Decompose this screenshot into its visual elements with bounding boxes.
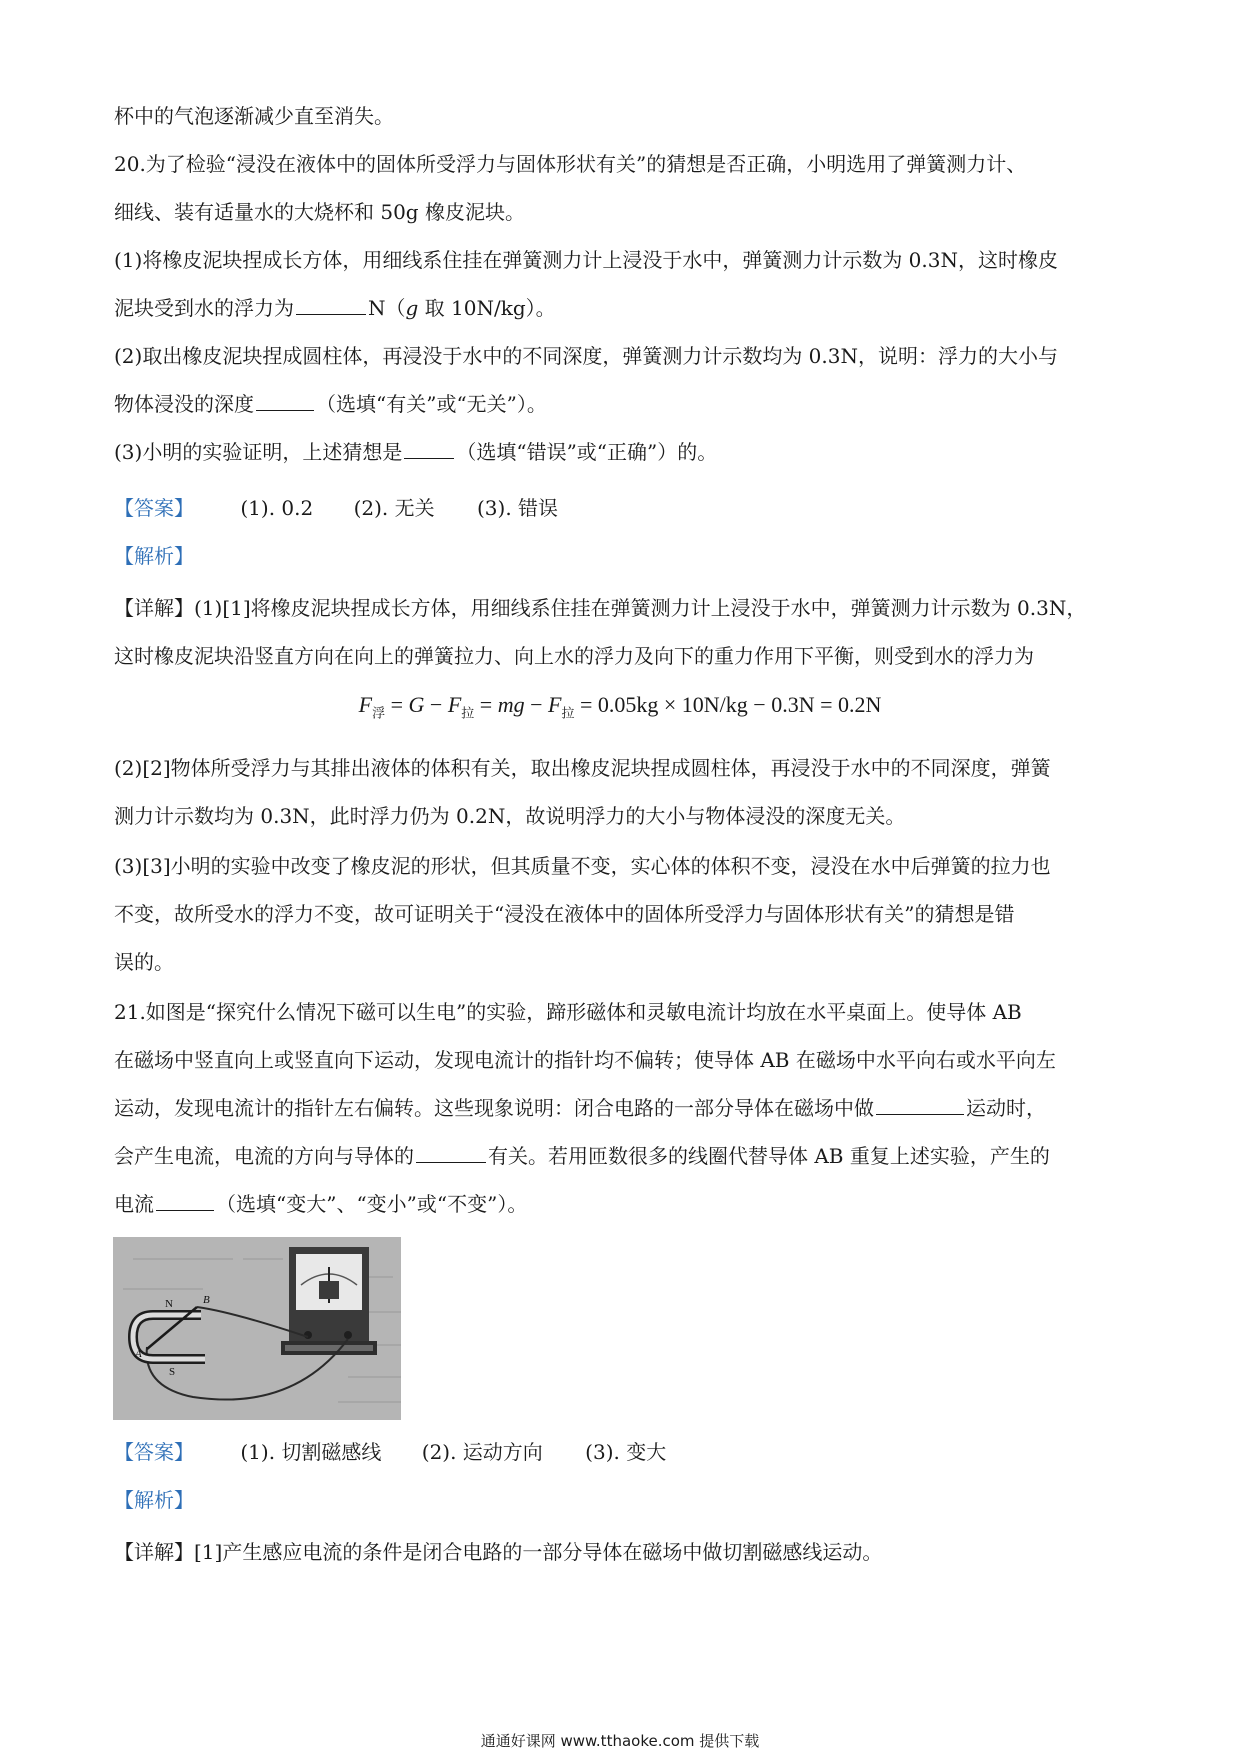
detail-tag: 【详解】 [114, 596, 194, 620]
fill-in-blank [876, 1094, 964, 1115]
q20-answer-line [114, 494, 558, 522]
label-N: N [165, 1298, 173, 1310]
formula-eq: = [385, 692, 409, 717]
q20-part3-line [114, 438, 717, 466]
q20-part1-text-b: N（ [368, 296, 406, 320]
formula-sub-pull: 拉 [461, 706, 475, 722]
q20-part3-text-b: （选填“错误”或“正确”）的。 [456, 440, 718, 464]
q21-stem-4-b: 有关。若用匝数很多的线圈代替导体 AB 重复上述实验，产生的 [488, 1144, 1050, 1168]
formula-F-pull-2: F [548, 692, 562, 717]
q20-analysis-tag-line [114, 542, 194, 570]
q20-part1-line-1: (1)将橡皮泥块捏成长方体，用细线系住挂在弹簧测力计上浸没于水中，弹簧测力计示数为 0.3N，这时橡皮 [114, 248, 1058, 272]
formula-mg: mg [497, 692, 525, 717]
q21-detail-text-1: [1]产生感应电流的条件是闭合电路的一部分导体在磁场中做切割磁感线运动。 [194, 1540, 883, 1564]
previous-answer-tail: 杯中的气泡逐渐减少直至消失。 [114, 104, 394, 128]
q20-stem-line-1: 20.为了检验“浸没在液体中的固体所受浮力与固体形状有关”的猜想是否正确，小明选用了弹簧测力计、 [114, 152, 1027, 176]
q21-answer-line [114, 1438, 666, 1466]
q21-stem-line-5 [114, 1190, 527, 1218]
q21-answer-2: (2). 运动方向 [421, 1440, 543, 1464]
q20-detail-line-6: 不变，故所受水的浮力不变，故可证明关于“浸没在液体中的固体所受浮力与固体形状有关”的猜想是错 [114, 902, 1015, 926]
q20-detail-text-1: (1)[1]将橡皮泥块捏成长方体，用细线系住挂在弹簧测力计上浸没于水中，弹簧测力计示数为 0.3N， [194, 596, 1087, 620]
q21-answer-3: (3). 变大 [585, 1440, 667, 1464]
q20-stem-line-2: 细线、装有适量水的大烧杯和 50g 橡皮泥块。 [114, 200, 525, 224]
q20-answer-3: (3). 错误 [476, 496, 559, 520]
q20-detail-line-7: 误的。 [114, 950, 174, 974]
answer-tag: 【答案】 [114, 1440, 194, 1464]
answer-tag: 【答案】 [114, 496, 194, 520]
analysis-tag: 【解析】 [114, 544, 194, 568]
analysis-tag: 【解析】 [114, 1488, 194, 1512]
q20-detail-line-5: (3)[3]小明的实验中改变了橡皮泥的形状，但其质量不变，实心体的体积不变，浸没在水中后弹簧的拉力也 [114, 854, 1051, 878]
q21-stem-line-2: 在磁场中竖直向上或竖直向下运动，发现电流计的指针均不偏转；使导体 AB 在磁场中水平向右或水平向左 [114, 1048, 1056, 1072]
q20-detail-line-4: 测力计示数均为 0.3N，此时浮力仍为 0.2N，故说明浮力的大小与物体浸没的深度无关。 [114, 804, 906, 828]
label-A: A [135, 1348, 142, 1360]
fill-in-blank [256, 390, 314, 411]
q20-part3-text-a: (3)小明的实验证明，上述猜想是 [114, 440, 403, 464]
q21-answer-1: (1). 切割磁感线 [240, 1440, 382, 1464]
formula-F: F [358, 692, 373, 717]
q20-answer-1: (1). 0.2 [240, 496, 314, 520]
fill-in-blank [296, 294, 366, 315]
formula-tail: = 0.05kg × 10N/kg − 0.3N = 0.2N [574, 692, 882, 717]
q21-stem-4-a: 会产生电流，电流的方向与导体的 [114, 1144, 414, 1168]
formula-sub-float: 浮 [372, 706, 386, 722]
page-footer: 通通好课网 www.tthaoke.com 提供下载 [480, 1732, 760, 1750]
q20-part1-g-symbol: g [405, 296, 419, 320]
fill-in-blank [404, 438, 454, 459]
label-S: S [169, 1366, 176, 1378]
formula-eq-2: = [474, 692, 498, 717]
q21-detail-line-1 [114, 1538, 882, 1566]
formula-sub-pull-2: 拉 [561, 706, 575, 722]
q20-part2-line-2 [114, 390, 547, 418]
label-B: B [203, 1294, 210, 1306]
formula-minus: − [424, 692, 448, 717]
q21-stem-3-a: 运动，发现电流计的指针左右偏转。这些现象说明：闭合电路的一部分导体在磁场中做 [114, 1096, 874, 1120]
q21-stem-5-b: （选填“变大”、“变小”或“不变”）。 [216, 1192, 528, 1216]
q20-part2-text-b: （选填“有关”或“无关”）。 [316, 392, 547, 416]
detail-tag: 【详解】 [114, 1540, 194, 1564]
q21-stem-3-b: 运动时， [966, 1096, 1046, 1120]
q20-part2-text-a: 物体浸没的深度 [114, 392, 254, 416]
formula-G: G [408, 692, 425, 717]
experiment-diagram [113, 1237, 401, 1420]
q20-detail-line-3: (2)[2]物体所受浮力与其排出液体的体积有关，取出橡皮泥块捏成圆柱体，再浸没于水中的不同深度，弹簧 [114, 756, 1051, 780]
q20-part2-line-1: (2)取出橡皮泥块捏成圆柱体，再浸没于水中的不同深度，弹簧测力计示数均为 0.3N，说明：浮力的大小与 [114, 344, 1058, 368]
q20-part1-text-c: 取 10N/kg）。 [418, 296, 556, 320]
q20-part1-line-2 [114, 294, 556, 322]
q21-stem-line-3 [114, 1094, 1046, 1122]
formula-minus-2: − [524, 692, 549, 717]
experiment-figure [113, 1237, 401, 1420]
q21-stem-5-a: 电流 [114, 1192, 154, 1216]
fill-in-blank [156, 1190, 214, 1211]
buoyancy-formula [0, 692, 1240, 721]
q20-part1-text-a: 泥块受到水的浮力为 [114, 296, 294, 320]
q20-answer-2: (2). 无关 [353, 496, 435, 520]
q21-stem-line-1: 21.如图是“探究什么情况下磁可以生电”的实验，蹄形磁体和灵敏电流计均放在水平桌面上。使导体 AB [114, 1000, 1022, 1024]
fill-in-blank [416, 1142, 486, 1163]
q20-detail-line-1 [114, 594, 1086, 622]
q21-stem-line-4 [114, 1142, 1050, 1170]
q20-detail-line-2: 这时橡皮泥块沿竖直方向在向上的弹簧拉力、向上水的浮力及向下的重力作用下平衡，则受到水的浮力为 [114, 644, 1034, 668]
formula-F-pull: F [447, 692, 462, 717]
q21-analysis-tag-line [114, 1486, 194, 1514]
